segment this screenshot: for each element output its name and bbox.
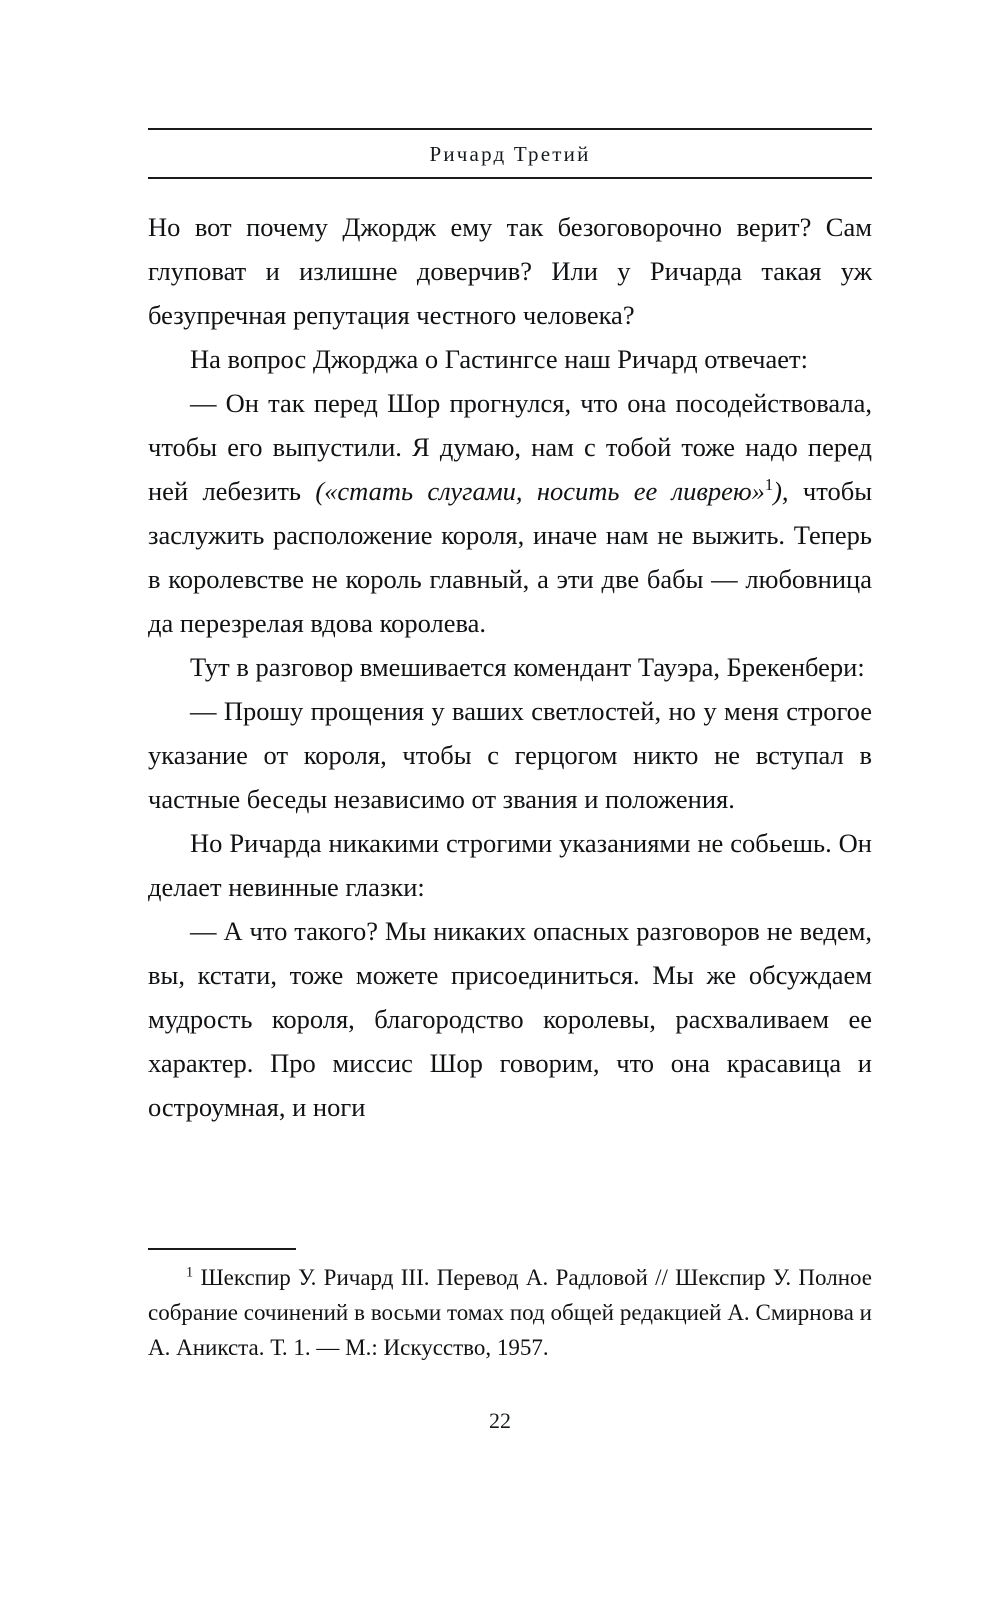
paragraph: Тут в разговор вмешивается комендант Тауэра, Брекенбери: xyxy=(190,652,865,682)
paragraph: Но вот почему Джордж ему так безоговорочно верит? Сам глуповат и излишне доверчив? Или у Ричарда такая уж безупречная репутация честного человека? xyxy=(148,212,872,330)
quote-italic-tail: ), xyxy=(773,476,803,506)
footnote-number: 1 xyxy=(186,1264,194,1281)
header-rule-bottom xyxy=(148,177,872,179)
paragraph-segment: — Он так перед Шор прогнулся, что она посодействовала, чтобы его выпустили. Я думаю, нам с тобой тоже надо перед ней лебезить xyxy=(148,388,872,506)
running-head: Ричард Третий xyxy=(429,142,591,166)
page-content xyxy=(148,128,872,1129)
paragraph: На вопрос Джорджа о Гастингсе наш Ричард отвечает: xyxy=(190,344,808,374)
quote-italic: («стать слугами, носить ее ливрею» xyxy=(315,476,765,506)
paragraph-with-footnote xyxy=(148,381,872,645)
paragraph: — Прошу прощения у ваших светлостей, но у меня строгое указание от короля, чтобы с герцогом никто не вступал в частные беседы независимо от звания и положения. xyxy=(148,696,872,814)
footnote-area xyxy=(148,1248,872,1365)
paragraph: — А что такого? Мы никаких опасных разговоров не ведем, вы, кстати, тоже можете присоединиться. Мы же обсуждаем мудрость короля, благородство королевы, расхваливаем ее характер. Про миссис Шор говорим, что она красавица и остроумная, и ноги xyxy=(148,916,872,1122)
page-number: 22 xyxy=(489,1408,511,1433)
footnote-text xyxy=(148,1260,872,1365)
body-text xyxy=(148,205,872,1129)
footnote-marker: 1 xyxy=(764,475,774,495)
paragraph-segment: чтобы заслужить расположение короля, иначе нам не выжить. Теперь в королевстве не король главный, а эти две бабы — любовница да перезрелая вдова королева. xyxy=(148,476,873,638)
footnote-body: Шекспир У. Ричард III. Перевод А. Радловой // Шекспир У. Полное собрание сочинений в восьми томах под общей редакцией А. Смирнова и А. Аникста. Т. 1. — М.: Искусство, 1957. xyxy=(148,1265,872,1360)
paragraph: Но Ричарда никакими строгими указаниями не собьешь. Он делает невинные глазки: xyxy=(148,828,872,902)
footnote-separator xyxy=(148,1248,296,1250)
